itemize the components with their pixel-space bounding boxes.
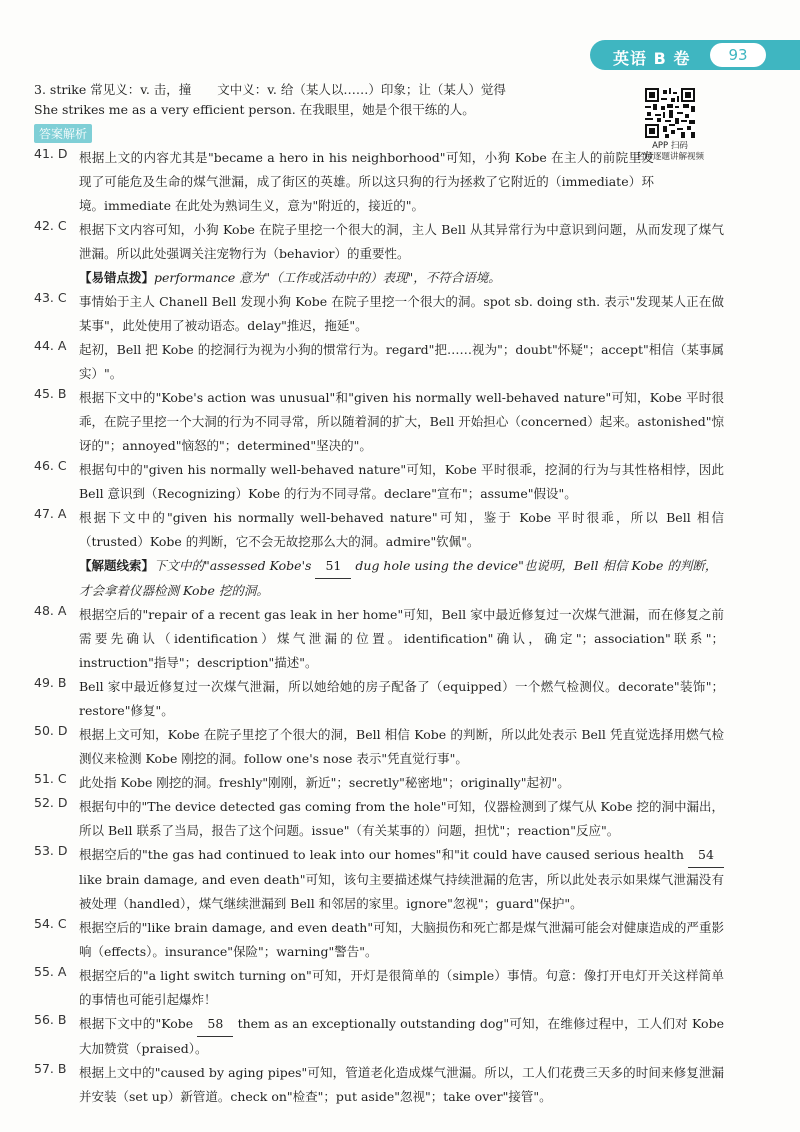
answer-53 xyxy=(34,843,724,916)
answer-48 xyxy=(34,603,724,675)
answer-list xyxy=(34,146,724,1109)
hint-text-post: dug hole using the device"也说明，Bell 相信 Kobe 的判断，才会拿着仪器检测 Kobe 挖的洞。 xyxy=(79,558,718,598)
answer-number: 54. C xyxy=(34,916,67,931)
answer-hint xyxy=(79,554,724,603)
answer-number: 46. C xyxy=(34,458,67,473)
hint-tag: 【解题线索】 xyxy=(79,558,155,573)
answer-number: 41. D xyxy=(34,146,68,161)
answer-52 xyxy=(34,795,724,843)
blank-number: 51 xyxy=(315,554,351,579)
answer-46 xyxy=(34,458,724,506)
answer-text: 根据空后的"like brain damage, and even death"可知，大脑损伤和死亡都是煤气泄漏可能会对健康造成的严重影响（effects）。insurance"保险"；warning"警告"。 xyxy=(79,920,724,959)
answer-text: 根据下文中的"given his normally well-behaved nature"可知，鉴于 Kobe 平时很乖，所以 Bell 相信（trusted）Kobe 的判断，它不会无故挖那么大的洞。admire"钦佩"。 xyxy=(79,510,724,549)
answer-number: 42. C xyxy=(34,218,67,233)
answer-number: 48. A xyxy=(34,603,67,618)
answer-50 xyxy=(34,723,724,771)
answer-number: 55. A xyxy=(34,964,67,979)
answer-hint xyxy=(79,266,724,290)
answer-51 xyxy=(34,771,724,795)
answer-number: 53. D xyxy=(34,843,68,858)
qr-code-icon[interactable] xyxy=(645,88,695,138)
answer-55 xyxy=(34,964,724,1012)
blank-number: 54 xyxy=(688,843,724,868)
answer-number: 44. A xyxy=(34,338,67,353)
answer-number: 49. B xyxy=(34,675,67,690)
answer-text: 根据上文可知，Kobe 在院子里挖了个很大的洞，Bell 相信 Kobe 的判断，所以此处表示 Bell 凭直觉选择用燃气检测仪来检测 Kobe 刚挖的洞。follow one's nose 表示"凭直觉行事"。 xyxy=(79,727,724,766)
answer-text: 事情始于主人 Chanell Bell 发现小狗 Kobe 在院子里挖一个很大的洞。spot sb. doing sth. 表示"发现某人正在做某事"，此处使用了被动语态。delay"推迟，拖延"。 xyxy=(79,294,724,333)
answer-text: 根据上文中的"caused by aging pipes"可知，管道老化造成煤气泄漏。所以，工人们花费三天多的时间来修复泄漏并安装（set up）新管道。check on"检查"；put aside"忽视"；take over"接管"。 xyxy=(79,1065,724,1104)
answer-text: 根据下文内容可知，小狗 Kobe 在院子里挖一个很大的洞，主人 Bell 从其异常行为中意识到问题，从而发现了煤气泄漏。所以此处强调关注宠物行为（behavior）的重要性。 xyxy=(79,222,724,261)
answer-43 xyxy=(34,290,724,338)
answer-number: 47. A xyxy=(34,506,67,521)
answer-44 xyxy=(34,338,724,386)
word-note xyxy=(34,80,506,98)
answer-number: 51. C xyxy=(34,771,67,786)
answer-text: 根据句中的"given his normally well-behaved nature"可知，Kobe 平时很乖，挖洞的行为与其性格相悖，因此 Bell 意识到（Recognizing）Kobe 的行为不同寻常。declare"宣布"；assume"假设"。 xyxy=(79,462,724,501)
hint-text-pre: 下文中的"assessed Kobe's xyxy=(154,558,312,573)
answer-56 xyxy=(34,1012,724,1061)
answer-text-post: them as an exceptionally outstanding dog"可知，在维修过程中，工人们对 Kobe 大加赞赏（praised）。 xyxy=(79,1016,724,1056)
answer-text-post: like brain damage, and even death"可知，该句主要描述煤气持续泄漏的危害，所以此处表示如果煤气泄漏没有被处理（handled），煤气继续泄漏到 Bell 和邻居的家里。ignore"忽视"；guard"保护"。 xyxy=(79,872,724,911)
section-title: 答案解析 xyxy=(34,124,92,143)
page-number: 93 xyxy=(710,43,766,67)
answer-57 xyxy=(34,1061,724,1109)
answer-number: 45. B xyxy=(34,386,67,401)
answer-47 xyxy=(34,506,724,603)
answer-text: 根据上文的内容尤其是"became a hero in his neighborhood"可知，小狗 Kobe 在主人的前院里发现了可能危及生命的煤气泄漏，成了街区的英雄。所以这只狗的行为拯救了它附近的（immediate）环境。immediate 在此处为熟词生义，意为"附近的，接近的"。 xyxy=(79,150,654,213)
qr-caption-line1: APP 扫码 xyxy=(652,141,688,151)
answer-text-pre: 根据空后的"the gas had continued to leak into our homes"和"it could have caused serious health xyxy=(79,847,684,862)
answer-text xyxy=(79,843,724,916)
word-note-example: She strikes me as a very efficient person. 在我眼里，她是个很干练的人。 xyxy=(34,102,475,117)
answer-45 xyxy=(34,386,724,458)
hint-text: performance 意为"（工作或活动中的）表现"，不符合语境。 xyxy=(154,270,501,285)
answer-text xyxy=(79,1012,724,1061)
answer-text: 此处指 Kobe 刚挖的洞。freshly"刚刚，新近"；secretly"秘密地"；originally"起初"。 xyxy=(79,775,570,790)
answer-text: Bell 家中最近修复过一次煤气泄漏，所以她给她的房子配备了（equipped）一个燃气检测仪。decorate"装饰"；restore"修复"。 xyxy=(79,679,724,718)
answer-42 xyxy=(34,218,724,290)
hint-tag: 【易错点拨】 xyxy=(79,270,155,285)
word-note-context: 文中义：v. 给（某人以……）印象；让（某人）觉得 xyxy=(217,82,506,97)
answer-54 xyxy=(34,916,724,964)
qr-caption-line2: 名师逐题讲解视频 xyxy=(635,152,704,162)
answer-text: 根据下文中的"Kobe's action was unusual"和"given his normally well-behaved nature"可知，Kobe 平时很乖，在院子里挖一个大洞的行为不同寻常，所以随着洞的扩大，Bell 开始担心（concerned）起来。astonished"惊讶的"；annoyed"恼怒的"；determined"坚决的"。 xyxy=(79,390,724,453)
answer-text: 根据空后的"a light switch turning on"可知，开灯是很简单的（simple）事情。句意：像打开电灯开关这样简单的事情也可能引起爆炸！ xyxy=(79,968,724,1007)
answer-number: 57. B xyxy=(34,1061,67,1076)
answer-text-pre: 根据下文中的"Kobe xyxy=(79,1016,194,1031)
answer-number: 56. B xyxy=(34,1012,67,1027)
answer-41 xyxy=(34,146,724,218)
answer-text: 根据空后的"repair of a recent gas leak in her home"可知，Bell 家中最近修复过一次煤气泄漏，而在修复之前需要先确认（identification）煤气泄漏的位置。identification"确认，确定"；association"联系"；instruction"指导"；description"描述"。 xyxy=(79,607,724,670)
answer-49 xyxy=(34,675,724,723)
answer-number: 50. D xyxy=(34,723,68,738)
answer-text: 起初，Bell 把 Kobe 的挖洞行为视为小狗的惯常行为。regard"把……视为"；doubt"怀疑"；accept"相信（某事属实）"。 xyxy=(79,342,724,381)
answer-text: 根据句中的"The device detected gas coming from the hole"可知，仪器检测到了煤气从 Kobe 挖的洞中漏出，所以 Bell 联系了当局，报告了这个问题。issue"（有关某事的）问题，担忧"；reaction"反应"。 xyxy=(79,799,724,838)
answer-number: 43. C xyxy=(34,290,67,305)
header-label: 英语 B 卷 xyxy=(613,49,691,68)
answer-number: 52. D xyxy=(34,795,68,810)
word-note-common: 3. strike 常见义：v. 击，撞 xyxy=(34,82,192,97)
blank-number: 58 xyxy=(197,1012,233,1037)
